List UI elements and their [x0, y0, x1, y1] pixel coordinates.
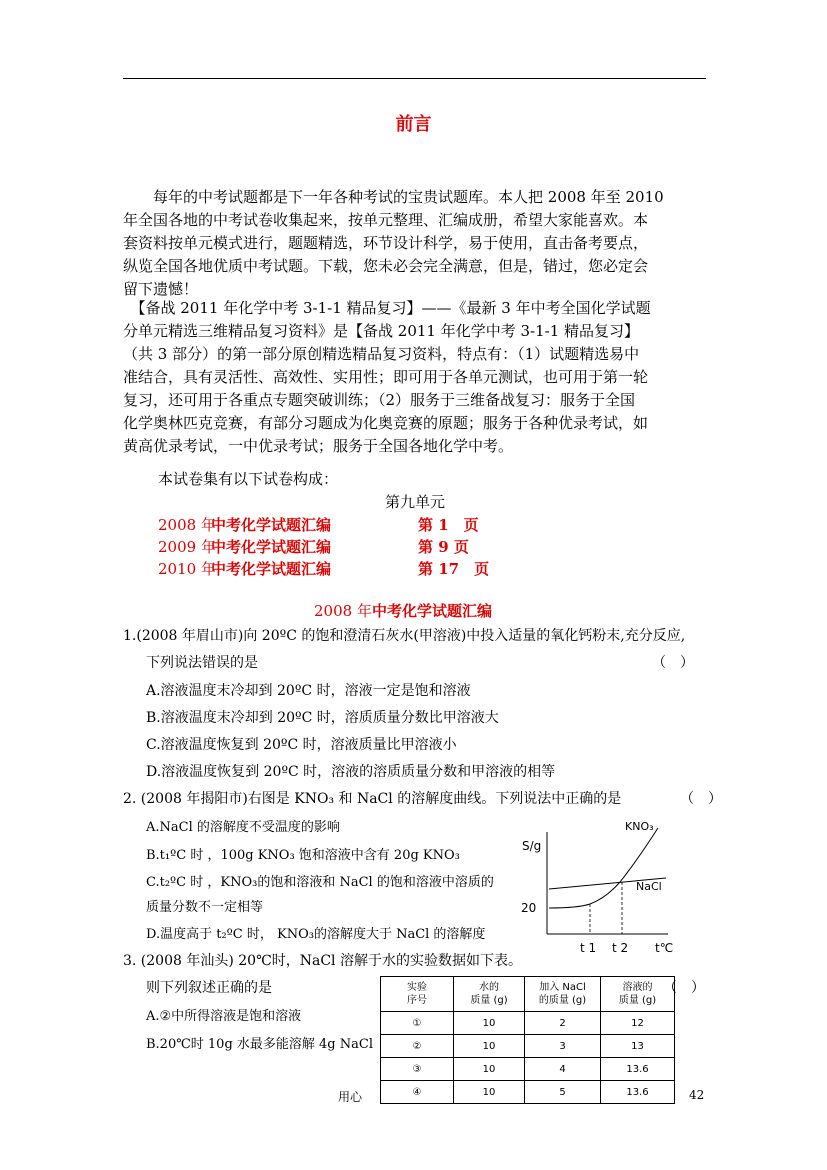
toc-year: 2008 年: [158, 516, 216, 534]
option-d: D.温度高于 t₂ºC 时， KNO₃的溶解度大于 NaCl 的溶解度: [146, 927, 486, 942]
t2-label: t 2: [612, 941, 629, 955]
page-number: 42: [689, 1088, 705, 1102]
y-tick-20: 20: [521, 901, 537, 915]
question-stem: 1.(2008 年眉山市)向 20ºC 的饱和澄清石灰水(甲溶液)中投入适量的氧化钙粉末,充分反应,: [123, 628, 686, 644]
table-cell: 5: [525, 1081, 601, 1104]
y-axis-label: S/g: [522, 839, 542, 853]
option-c: C.溶液温度恢复到 20ºC 时，溶液质量比甲溶液小: [146, 737, 457, 753]
solubility-curve-graph: [518, 812, 688, 962]
page-title: 前言: [395, 114, 432, 135]
text-line: 纵览全国各地优质中考试题。下载，您未必会完全满意，但是，错过，您必定会: [123, 257, 649, 275]
table-cell: 2: [525, 1012, 601, 1035]
section-name: 中考化学试题汇编: [371, 602, 492, 620]
t1-label: t 1: [580, 941, 597, 955]
table-row: [381, 1035, 675, 1058]
question-stem: 则下列叙述正确的是: [146, 980, 272, 996]
option-b: B.t₁ºC 时 ，100g KNO₃ 饱和溶液中含有 20g KNO₃: [146, 848, 460, 863]
toc-name: 中考化学试题汇编: [211, 516, 332, 534]
table-header-row: [381, 977, 675, 1012]
option-b: B.20℃时 10g 水最多能溶解 4g NaCl: [146, 1037, 373, 1052]
table-cell: 10: [454, 1012, 525, 1035]
text-line: 【备战 2011 年化学中考 3-1-1 精品复习】——《最新 3 年中考全国化学试题: [123, 299, 651, 317]
text-line: 套资料按单元模式进行，题题精选，环节设计科学，易于使用，直击备考要点，: [123, 234, 649, 252]
table-row: [381, 1058, 675, 1081]
question-stem: 2. (2008 年揭阳市)右图是 KNO₃ 和 NaCl 的溶解度曲线。下列说法中正确的是: [123, 791, 622, 807]
section-heading: [314, 600, 492, 623]
option-a: A.溶液温度末冷却到 20ºC 时，溶液一定是饱和溶液: [146, 683, 471, 699]
table-cell: 13.6: [601, 1081, 675, 1104]
nacl-label: NaCl: [636, 880, 662, 893]
kno3-label: KNO₃: [625, 820, 654, 833]
table-row: [381, 1012, 675, 1035]
text-line: 准结合，具有灵活性、高效性、实用性；即可用于各单元测试，也可用于第一轮: [123, 368, 649, 386]
footer-label: 用心: [338, 1090, 363, 1104]
table-cell: ④: [381, 1081, 454, 1104]
toc-page: 第 17 页: [418, 560, 490, 578]
answer-bracket[interactable]: （ ）: [652, 655, 694, 671]
question-stem: 3. (2008 年汕头) 20℃时，NaCl 溶解于水的实验数据如下表。: [123, 953, 522, 969]
kno3-curve: [549, 828, 658, 908]
text-line: 留下遗憾！: [123, 280, 199, 298]
toc-name: 中考化学试题汇编: [211, 560, 332, 578]
table-cell: 13.6: [601, 1058, 675, 1081]
table-row: [381, 1081, 675, 1104]
text-line: 化学奥林匹克竞赛，有部分习题成为化奥竞赛的原题；服务于各种优录考试，如: [123, 414, 649, 432]
table-cell: ①: [381, 1012, 454, 1035]
toc-name: 中考化学试题汇编: [211, 538, 332, 556]
answer-bracket[interactable]: （ ）: [680, 791, 722, 807]
text-line: 复习，还可用于各重点专题突破训练；（2）服务于三维备战复习：服务于全国: [123, 391, 636, 409]
option-c-cont: 质量分数不一定相等: [146, 900, 264, 915]
option-a: A.②中所得溶液是饱和溶液: [146, 1009, 302, 1024]
section-year: 2008 年: [314, 602, 372, 620]
text-line: 每年的中考试题都是下一年各种考试的宝贵试题库。本人把 2008 年至 2010: [123, 188, 664, 206]
experiment-data-table: [380, 976, 675, 1104]
table-cell: 13: [601, 1035, 675, 1058]
toc-year: 2009 年: [158, 538, 216, 556]
toc-page: 第 9 页: [418, 538, 469, 556]
question-stem: 下列说法错误的是: [146, 655, 258, 671]
text-line: 年全国各地的中考试卷收集起来，按单元整理、汇编成册，希望大家能喜欢。本: [123, 211, 649, 229]
toc-intro: 本试卷集有以下试卷构成：: [158, 470, 339, 488]
text-line: 黄高优录考试，一中优录考试；服务于全国各地化学中考。: [123, 437, 514, 455]
table-cell: 10: [454, 1058, 525, 1081]
answer-bracket[interactable]: （ ）: [663, 980, 705, 996]
table-cell: 10: [454, 1081, 525, 1104]
option-d: D.溶液温度恢复到 20ºC 时，溶液的溶质质量分数和甲溶液的相等: [146, 764, 556, 780]
table-header-cell: 溶液的 质量 (g): [601, 977, 675, 1012]
table-header-cell: 水的 质量 (g): [454, 977, 525, 1012]
table-cell: 10: [454, 1035, 525, 1058]
table-cell: 3: [525, 1035, 601, 1058]
table-header-cell: 加入 NaCl 的质量 (g): [525, 977, 601, 1012]
option-b: B.溶液温度末冷却到 20ºC 时，溶质质量分数比甲溶液大: [146, 710, 499, 726]
text-line: （共 3 部分）的第一部分原创精选精品复习资料，特点有：（1）试题精选易中: [123, 345, 640, 363]
table-cell: 12: [601, 1012, 675, 1035]
toc-year: 2010 年: [158, 560, 216, 578]
table-cell: 4: [525, 1058, 601, 1081]
table-cell: ②: [381, 1035, 454, 1058]
header-rule: [123, 78, 706, 79]
option-a: A.NaCl 的溶解度不受温度的影响: [146, 820, 340, 835]
table-cell: ③: [381, 1058, 454, 1081]
x-axis-label: t℃: [655, 941, 674, 955]
toc-unit: 第九单元: [385, 493, 446, 511]
toc-page: 第 1 页: [418, 516, 479, 534]
text-line: 分单元精选三维精品复习资料》是【备战 2011 年化学中考 3-1-1 精品复习】: [123, 322, 640, 340]
option-c: C.t₂ºC 时 ，KNO₃的饱和溶液和 NaCl 的饱和溶液中溶质的: [146, 875, 494, 890]
table-header-cell: 实验 序号: [381, 977, 454, 1012]
